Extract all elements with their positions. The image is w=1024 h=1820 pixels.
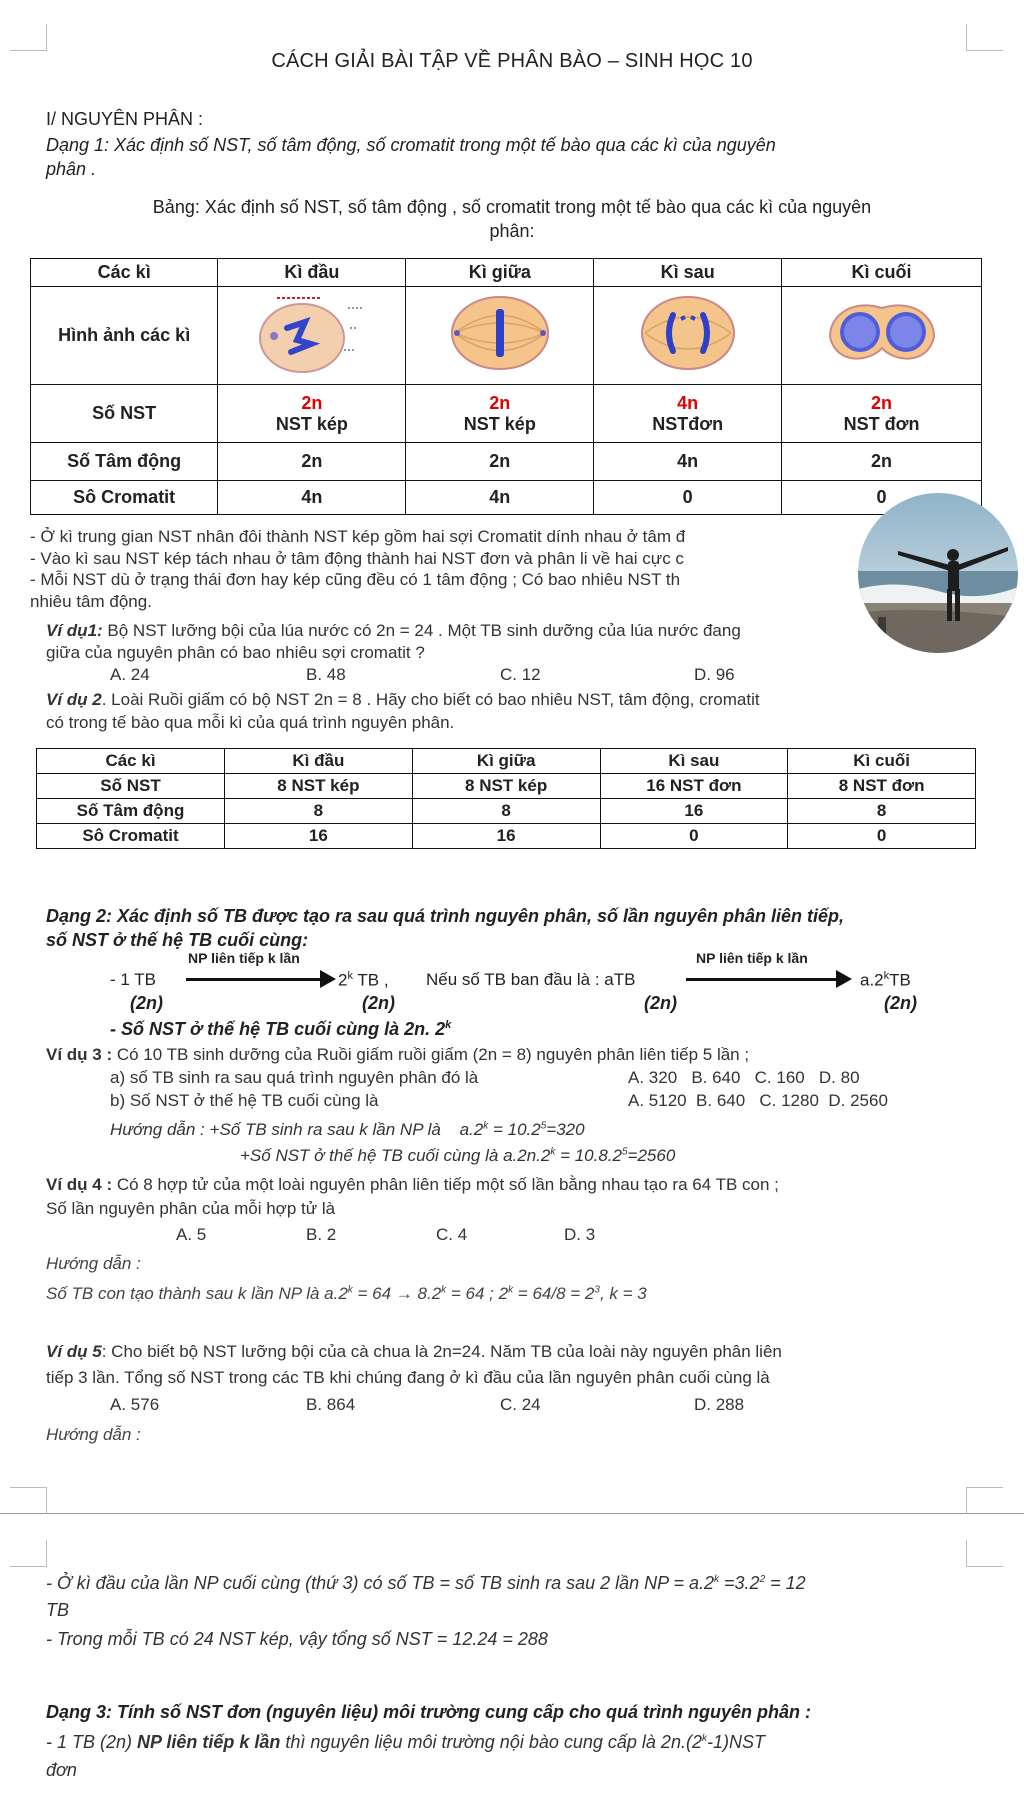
- table-header: Kì cuối: [788, 749, 976, 774]
- note-line: - Vào kì sau NST kép tách nhau ở tâm động thành hai NST đơn và phân li về hai cực c: [30, 548, 684, 568]
- vd3-hd-label: Hướng dẫn :: [110, 1120, 205, 1139]
- dang3-text: -1)NST: [706, 1732, 765, 1752]
- vd2-cont: có trong tế bào qua mỗi kì của quá trình nguyên phân.: [46, 713, 455, 732]
- table-cell: 8: [225, 799, 413, 824]
- vd3-hd2: +Số NST ở thế hệ TB cuối cùng là: [240, 1146, 499, 1165]
- formula-mid-sup: k: [347, 970, 353, 982]
- dang3-sup: k: [701, 1733, 707, 1744]
- vd3-hd1-formula: a.2: [459, 1120, 484, 1139]
- dang2-heading-cont: số NST ở thế hệ TB cuối cùng:: [46, 930, 309, 950]
- cromatit-value: 4n: [406, 481, 594, 515]
- telophase-image: [782, 287, 982, 385]
- formula-start: - 1 TB: [110, 970, 156, 989]
- table-header: Kì đầu: [225, 749, 413, 774]
- formula-if: Nếu số TB ban đầu là : aTB: [426, 970, 636, 989]
- vd4-option: D. 3: [564, 1225, 596, 1244]
- note-line: - Mỗi NST dù ở trạng thái đơn hay kép cũng đều có 1 tâm động ; Có bao nhiêu NST th: [30, 570, 681, 589]
- vd5-label: Ví dụ 5: [46, 1342, 102, 1361]
- vd1-option: D. 96: [694, 665, 735, 684]
- vd4-cont: Số lần nguyên phân của mỗi hợp tử là: [46, 1199, 336, 1218]
- vd4-hd: , k = 3: [599, 1284, 647, 1303]
- table-caption: Bảng: Xác định số NST, số tâm động , số cromatit trong một tế bào qua các kì của nguyên: [152, 197, 872, 217]
- tamdong-value: 2n: [218, 443, 406, 481]
- dang3-text: NP liên tiếp k lần: [137, 1732, 281, 1752]
- table-cell: 8: [788, 799, 976, 824]
- dang1-heading: Dạng 1: Xác định số NST, số tâm động, số cromatit trong một tế bào qua các kì của nguyên: [46, 135, 776, 155]
- table-header: Kì cuối: [782, 259, 982, 287]
- prophase-cell-icon: [252, 288, 372, 378]
- nst-value: 2n: [301, 392, 323, 413]
- vd3-hd1-formula: = 10.2: [488, 1120, 541, 1139]
- phase-table: [30, 258, 982, 515]
- dang1-heading-cont: phân .: [46, 159, 97, 179]
- nst-value: 4n: [677, 392, 699, 413]
- tamdong-row-label: Số Tâm động: [31, 443, 218, 481]
- presenter-photo: [858, 493, 1018, 653]
- vd4-hd: = 64/8 = 2: [513, 1284, 595, 1303]
- page2-line: - Ở kì đầu của lần NP cuối cùng (thứ 3) có số TB = số TB sinh ra sau 2 lần NP = a.2: [46, 1573, 715, 1593]
- cromatit-value: 0: [782, 481, 982, 515]
- vd4-label: Ví dụ 4 :: [46, 1175, 113, 1194]
- vd5-option: B. 864: [306, 1395, 356, 1414]
- table-header: Kì giữa: [406, 259, 594, 287]
- crop-mark-top-left: [10, 24, 47, 51]
- table-cell: 0: [600, 824, 788, 849]
- nst-type: NST đơn: [843, 413, 920, 434]
- vd1-option: C. 12: [500, 665, 541, 684]
- dang3-text: thì nguyên liệu môi trường nội bào cung cấp là 2n.(2: [280, 1732, 702, 1752]
- arrow-right-icon: [320, 970, 336, 988]
- page2-line: = 12: [765, 1573, 806, 1593]
- table-cell: 16: [225, 824, 413, 849]
- vd5-hd-label: Hướng dẫn :: [46, 1425, 141, 1444]
- page2-line: =3.2: [719, 1573, 760, 1593]
- dang3-cont: đơn: [46, 1760, 77, 1780]
- formula-end-tail: TB: [889, 970, 911, 990]
- nst-value: 2n: [489, 392, 511, 413]
- fruitfly-table: [36, 748, 976, 849]
- vd3-label: Ví dụ 3 :: [46, 1045, 113, 1064]
- vd4-text: Có 8 hợp tử của một loài nguyên phân liên tiếp một số lần bằng nhau tạo ra 64 TB con ;: [112, 1175, 779, 1194]
- table-header: Kì sau: [600, 749, 788, 774]
- vd4-option: B. 2: [306, 1225, 337, 1244]
- table-cell: 8 NST đơn: [788, 774, 976, 799]
- nst-value: 2n: [871, 392, 893, 413]
- vd1-text: Bộ NST lưỡng bội của lúa nước có 2n = 24 . Một TB sinh dưỡng của lúa nước đang: [102, 621, 741, 640]
- vd3-a: a) số TB sinh ra sau quá trình nguyên phân đó là: [110, 1068, 479, 1087]
- vd2-text: . Loài Ruồi giấm có bộ NST 2n = 8 . Hãy cho biết có bao nhiêu NST, tâm động, cromatit: [101, 690, 760, 709]
- table-cell: 8 NST kép: [412, 774, 600, 799]
- crop-mark-top-right: [966, 1540, 1003, 1567]
- vd3-a-options: A. 320 B. 640 C. 160 D. 80: [628, 1068, 860, 1087]
- dang3-heading: Dạng 3: Tính số NST đơn (nguyên liệu) môi trường cung cấp cho quá trình nguyên phân :: [46, 1702, 812, 1722]
- vd4-sup: k: [441, 1284, 447, 1296]
- vd4-sup: k: [508, 1284, 514, 1296]
- formula-end: a.2: [860, 970, 884, 990]
- vd2-label: Ví dụ 2: [46, 690, 102, 709]
- crop-mark-bottom-right: [966, 1487, 1003, 1514]
- formula-2n: (2n): [644, 993, 677, 1013]
- table-header: Các kì: [31, 259, 218, 287]
- dang2-heading: Dạng 2: Xác định số TB được tạo ra sau quá trình nguyên phân, số lần nguyên phân liên tiếp,: [46, 906, 845, 926]
- formula-mid: 2: [338, 970, 348, 990]
- table-cell: Số Tâm động: [37, 799, 225, 824]
- tamdong-value: 2n: [406, 443, 594, 481]
- anaphase-image: [594, 287, 782, 385]
- prophase-image: [218, 287, 406, 385]
- telophase-cell-icon: [822, 298, 942, 368]
- table-cell: 16: [412, 824, 600, 849]
- note-line: - Ở kì trung gian NST nhân đôi thành NST kép gồm hai sợi Cromatit dính nhau ở tâm đ: [30, 527, 686, 546]
- vd3-hd1: +Số TB sinh ra sau k lần NP là: [209, 1120, 441, 1139]
- formula-end-sup: k: [883, 970, 890, 982]
- vd4-sup: 3: [594, 1284, 600, 1296]
- vd5-cont: tiếp 3 lần. Tổng số NST trong các TB khi chúng đang ở kì đầu của lần nguyên phân cuối cùng là: [46, 1368, 770, 1387]
- section-heading: I/ NGUYÊN PHÂN :: [46, 109, 204, 129]
- table-cell: Sô Cromatit: [37, 824, 225, 849]
- page-separator: [0, 1513, 1024, 1514]
- page-title: CÁCH GIẢI BÀI TẬP VỀ PHÂN BÀO – SINH HỌC 10: [271, 50, 753, 72]
- vd1-option: A. 24: [110, 665, 150, 684]
- vd3-hd2-formula: =2560: [627, 1146, 676, 1165]
- nst-cell: [218, 385, 406, 443]
- page2-sup: k: [714, 1574, 720, 1585]
- table-row: [37, 824, 976, 849]
- table-header: Kì đầu: [218, 259, 406, 287]
- table-cell: 8: [412, 799, 600, 824]
- nst-row-label: Số NST: [31, 385, 218, 443]
- crop-mark-top-left: [10, 1540, 47, 1567]
- formula-mid-tail: TB ,: [352, 970, 389, 990]
- page2-line: - Trong mỗi TB có 24 NST kép, vậy tổng số NST = 12.24 = 288: [46, 1629, 548, 1649]
- vd5-option: C. 24: [500, 1395, 541, 1414]
- vd5-text: : Cho biết bộ NST lưỡng bội của cà chua là 2n=24. Năm TB của loài này nguyên phân liên: [101, 1342, 782, 1361]
- formula-last: - Số NST ở thế hệ TB cuối cùng là 2n. 2: [110, 1019, 446, 1039]
- table-cell: 8 NST kép: [225, 774, 413, 799]
- beach-photo-icon: [858, 493, 1018, 653]
- cromatit-row-label: Sô Cromatit: [31, 481, 218, 515]
- metaphase-cell-icon: [445, 293, 555, 373]
- nst-cell: [594, 385, 782, 443]
- page2-sup: 2: [759, 1574, 766, 1585]
- metaphase-image: [406, 287, 594, 385]
- vd4-sup: k: [347, 1284, 353, 1296]
- table-row: [37, 774, 976, 799]
- formula-2n: (2n): [130, 993, 163, 1013]
- table-header: Kì sau: [594, 259, 782, 287]
- cromatit-value: 4n: [218, 481, 406, 515]
- nst-type: NST kép: [463, 413, 536, 434]
- formula-2n: (2n): [362, 993, 395, 1013]
- arrow-label: NP liên tiếp k lần: [188, 950, 300, 966]
- vd3-sup: 5: [621, 1146, 628, 1158]
- table-caption-cont: phân:: [489, 221, 535, 241]
- cromatit-value: 0: [594, 481, 782, 515]
- dang3-text: - 1 TB (2n): [46, 1732, 138, 1752]
- vd4-hd: Số TB con tạo thành sau k lần NP là a.2: [46, 1284, 348, 1303]
- page2-line-cont: TB: [46, 1600, 70, 1620]
- vd5-option: D. 288: [694, 1395, 745, 1414]
- note-line: nhiêu tâm động.: [30, 591, 152, 611]
- vd4-option: A. 5: [176, 1225, 207, 1244]
- table-cell: 16: [600, 799, 788, 824]
- vd3-hd1-formula: =320: [546, 1120, 585, 1139]
- vd3-hd2-formula: a.2n.2: [498, 1146, 551, 1165]
- vd1-label: Ví dụ: [46, 621, 88, 640]
- vd3-sup: k: [483, 1120, 489, 1132]
- vd4-hd: = 64 ; 2: [446, 1284, 509, 1303]
- arrow-label: NP liên tiếp k lần: [696, 950, 808, 966]
- vd3-sup: 5: [540, 1120, 547, 1132]
- image-row-label: Hình ảnh các kì: [31, 287, 218, 385]
- table-cell: 16 NST đơn: [600, 774, 788, 799]
- vd3-sup: k: [550, 1146, 556, 1158]
- formula-2n: (2n): [884, 993, 917, 1013]
- table-header: Các kì: [37, 749, 225, 774]
- vd5-option: A. 576: [110, 1395, 160, 1414]
- nst-type: NSTđơn: [652, 413, 724, 434]
- table-cell: 0: [788, 824, 976, 849]
- arrow-line: [186, 978, 322, 981]
- nst-cell: [406, 385, 594, 443]
- vd1-option: B. 48: [306, 665, 346, 684]
- tamdong-value: 2n: [782, 443, 982, 481]
- vd4-hd: = 64 → 8.2: [352, 1284, 442, 1303]
- formula-last-sup: k: [445, 1019, 452, 1031]
- arrow-line: [686, 978, 838, 981]
- vd4-hd-label: Hướng dẫn :: [46, 1254, 141, 1273]
- vd1-cont: giữa của nguyên phân có bao nhiêu sợi cromatit ?: [46, 643, 425, 662]
- crop-mark-bottom-left: [10, 1487, 47, 1514]
- anaphase-cell-icon: [633, 293, 743, 373]
- table-header: Kì giữa: [412, 749, 600, 774]
- nst-type: NST kép: [275, 413, 348, 434]
- tamdong-value: 4n: [594, 443, 782, 481]
- table-row: [37, 799, 976, 824]
- vd3-b-options: A. 5120 B. 640 C. 1280 D. 2560: [628, 1091, 888, 1110]
- vd3-hd2-formula: = 10.8.2: [555, 1146, 622, 1165]
- vd3-b: b) Số NST ở thế hệ TB cuối cùng là: [110, 1091, 379, 1110]
- table-cell: Số NST: [37, 774, 225, 799]
- vd1-num: 1:: [87, 621, 103, 640]
- nst-cell: [782, 385, 982, 443]
- vd4-option: C. 4: [436, 1225, 468, 1244]
- crop-mark-top-right: [966, 24, 1003, 51]
- arrow-right-icon: [836, 970, 852, 988]
- vd3-text: Có 10 TB sinh dưỡng của Ruồi giấm ruồi giấm (2n = 8) nguyên phân liên tiếp 5 lần ;: [112, 1045, 750, 1064]
